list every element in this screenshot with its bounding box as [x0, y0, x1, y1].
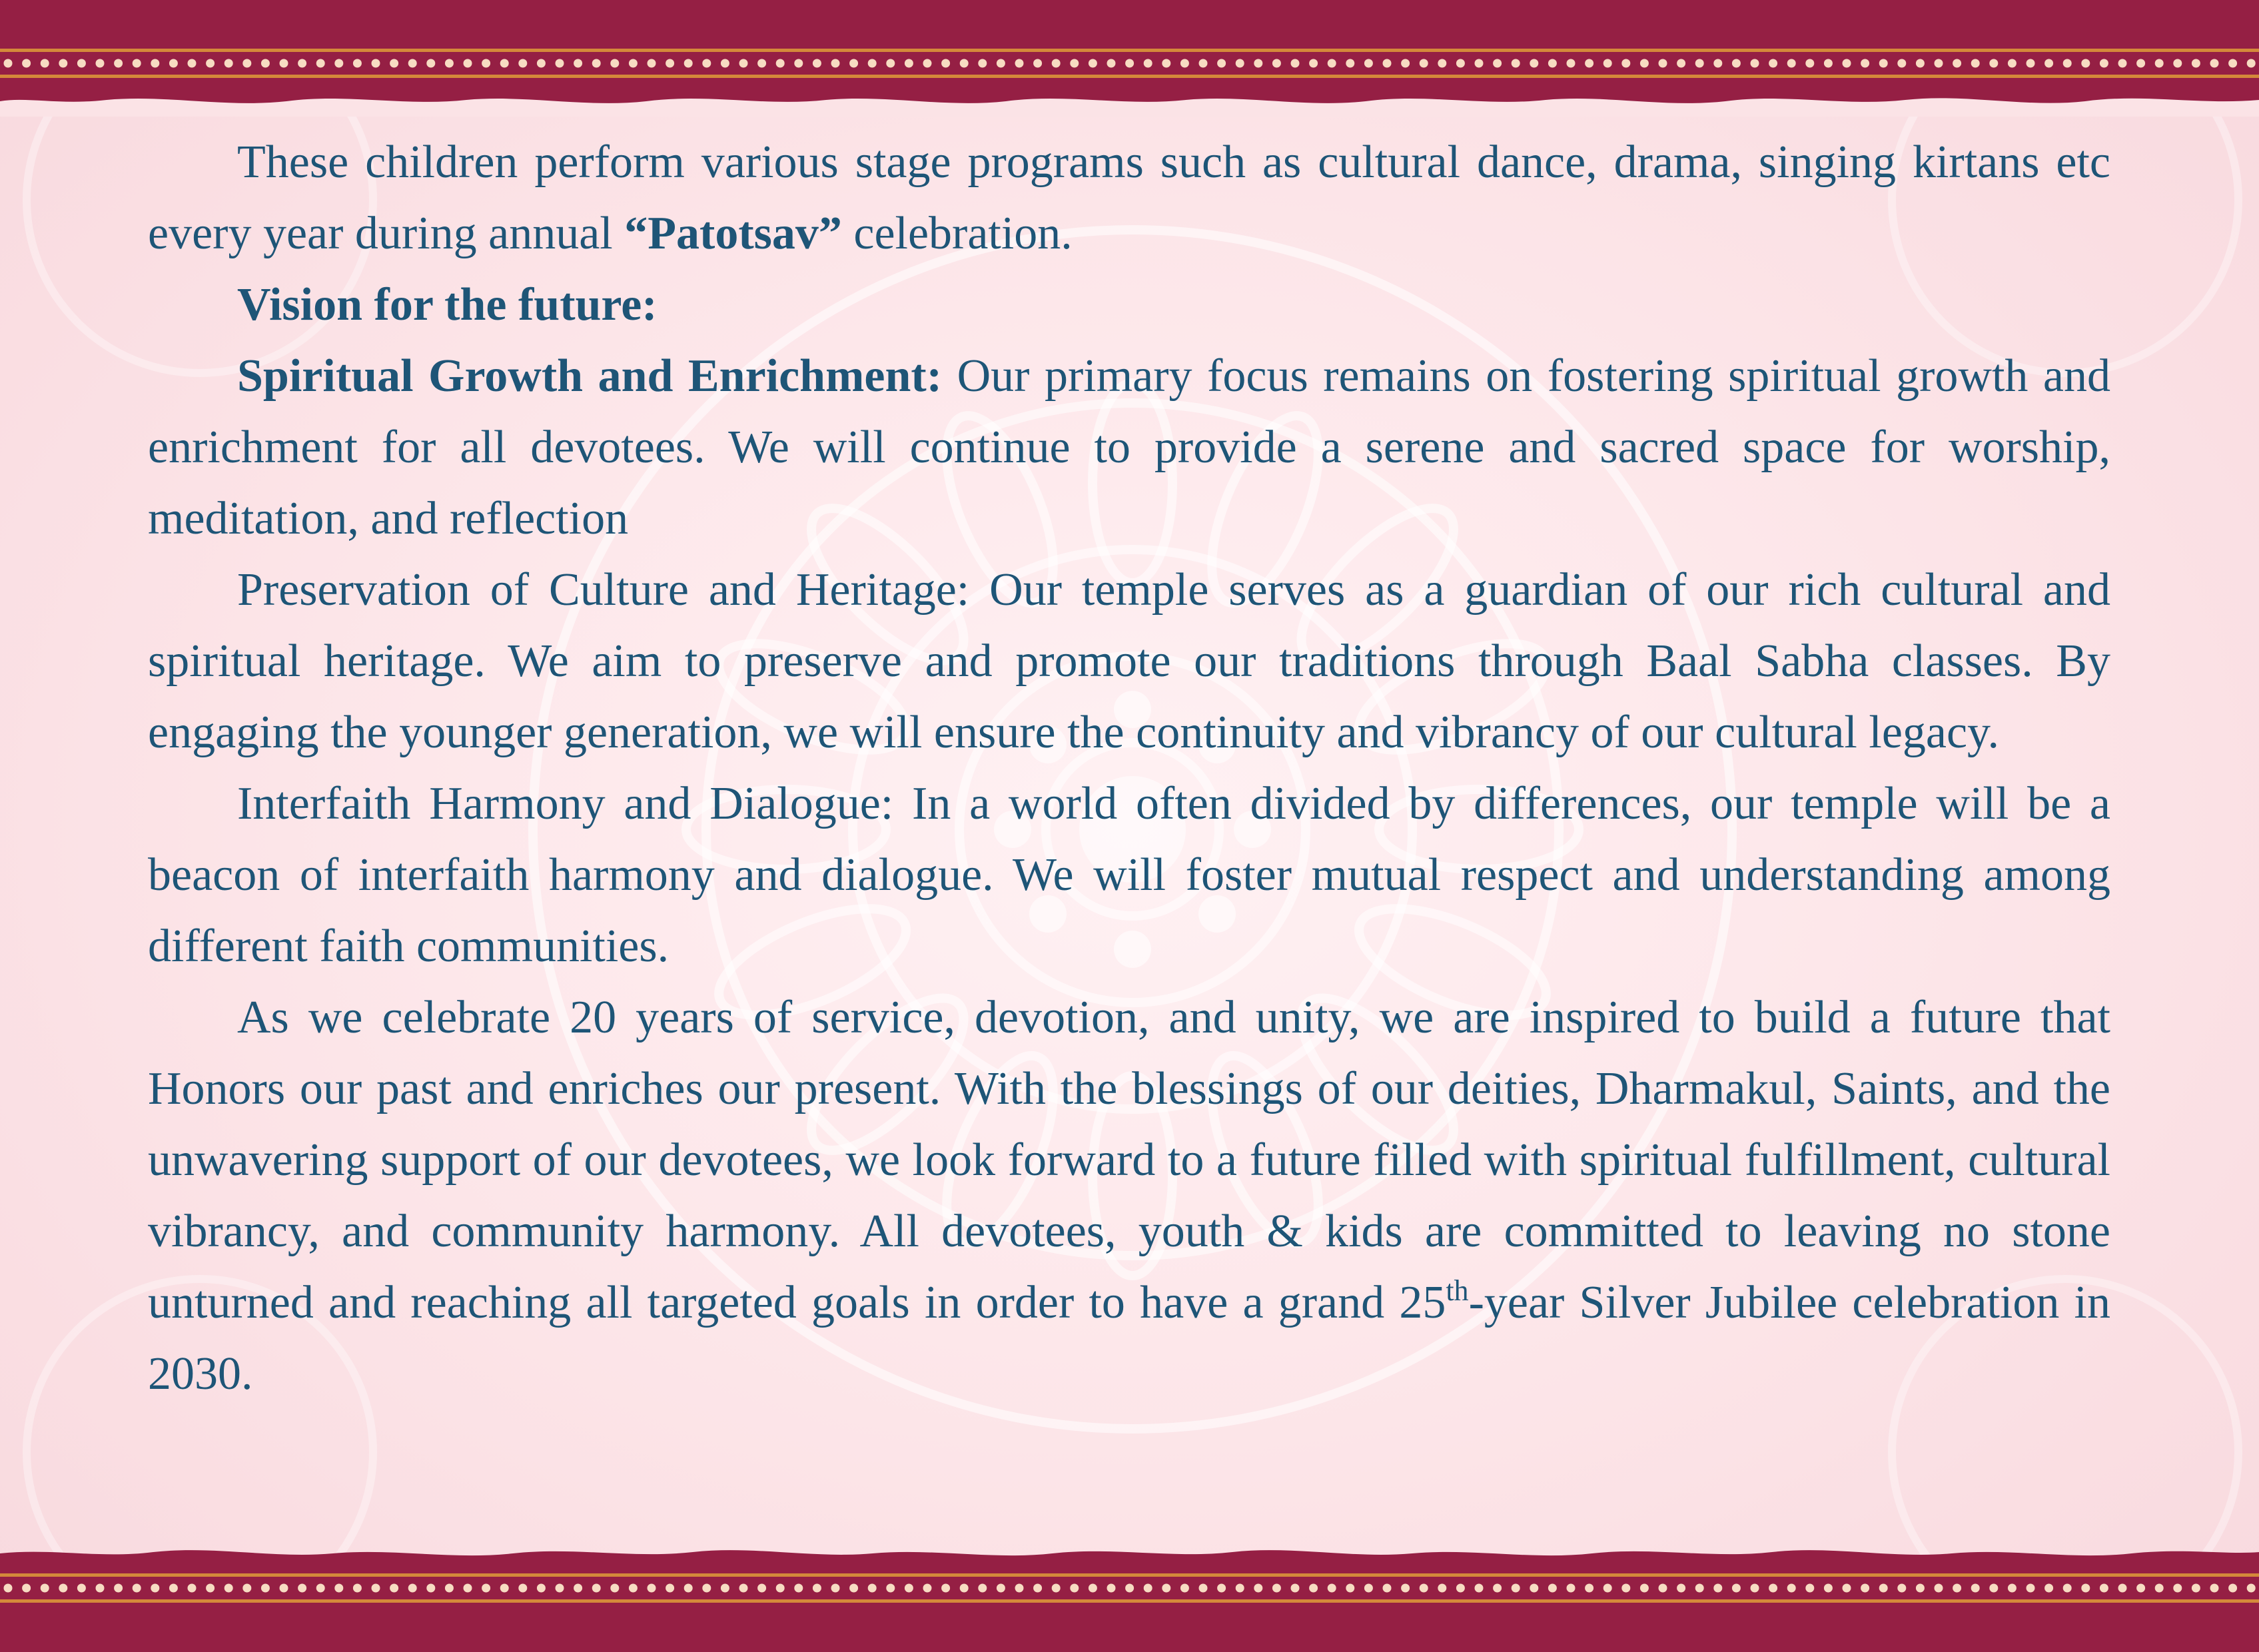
border-dot: [445, 1584, 454, 1593]
border-dot: [666, 59, 674, 68]
border-dot: [1824, 59, 1833, 68]
border-dot: [1530, 1584, 1538, 1593]
border-dot: [666, 1584, 674, 1593]
border-dot: [1125, 59, 1134, 68]
border-dot: [280, 59, 288, 68]
border-dot: [1640, 1584, 1649, 1593]
border-dot: [518, 59, 527, 68]
border-dot: [923, 59, 932, 68]
border-dot: [96, 59, 105, 68]
border-dot: [702, 1584, 711, 1593]
border-dot: [1751, 1584, 1759, 1593]
border-dot: [280, 1584, 288, 1593]
border-dot: [941, 59, 950, 68]
border-dot: [1401, 59, 1410, 68]
border-dot: [206, 59, 215, 68]
paragraph-patotsav: These children perform various stage programs such as cultural dance, drama, singing kirtans etc every year during annual “Patotsav” celebration.: [148, 137, 2110, 259]
border-dot: [1254, 59, 1262, 68]
border-dot: [1843, 1584, 1851, 1593]
border-dot: [1953, 59, 1961, 68]
border-dot: [1824, 1584, 1833, 1593]
border-dot: [151, 1584, 159, 1593]
border-dot: [648, 1584, 656, 1593]
border-dot: [1971, 59, 1980, 68]
border-dot: [2118, 1584, 2127, 1593]
border-dot: [1916, 59, 1925, 68]
paragraph-preservation: Preservation of Culture and Heritage: Our temple serves as a guardian of our rich cultural and spiritual heritage. We aim to preserve and promote our traditions through Baal Sabha classes. By engaging the younger generation, we will ensure the continuity and vibrancy of our cultural legacy.: [148, 564, 2110, 758]
border-dot: [1732, 59, 1741, 68]
border-dot: [960, 1584, 969, 1593]
border-dot: [721, 1584, 729, 1593]
border-dot: [372, 1584, 380, 1593]
border-dot: [1603, 1584, 1612, 1593]
border-dot: [1144, 59, 1152, 68]
border-dot: [776, 1584, 785, 1593]
border-dot: [1199, 1584, 1208, 1593]
border-dot: [1438, 1584, 1446, 1593]
border-dot: [556, 59, 564, 68]
border-dot: [1567, 1584, 1576, 1593]
border-dot: [757, 1584, 766, 1593]
border-dot: [739, 59, 748, 68]
border-dot: [334, 1584, 343, 1593]
border-dot: [188, 59, 197, 68]
border-dot: [1364, 1584, 1373, 1593]
patotsav-term: “Patotsav”: [624, 208, 842, 259]
border-dot: [169, 1584, 178, 1593]
border-dot: [408, 1584, 417, 1593]
border-dot: [831, 1584, 840, 1593]
border-dot: [1291, 59, 1300, 68]
border-dot: [2027, 1584, 2035, 1593]
border-dot: [629, 1584, 638, 1593]
border-dot: [1089, 1584, 1097, 1593]
border-dot: [1162, 59, 1170, 68]
border-dot: [2044, 1584, 2053, 1593]
border-dot: [1346, 1584, 1354, 1593]
border-dot: [1364, 59, 1373, 68]
border-dot: [702, 59, 711, 68]
border-dot: [684, 1584, 693, 1593]
border-dot: [1125, 1584, 1134, 1593]
border-dot: [923, 1584, 932, 1593]
border-dot: [1401, 1584, 1410, 1593]
border-dot: [2027, 59, 2035, 68]
border-dot: [684, 59, 693, 68]
border-dot: [610, 1584, 619, 1593]
border-dot: [868, 1584, 877, 1593]
border-dot: [41, 59, 49, 68]
border-dot: [574, 1584, 582, 1593]
border-dot: [1897, 59, 1906, 68]
border-dot: [1052, 59, 1061, 68]
border-dot: [1640, 59, 1649, 68]
border-dot: [2192, 1584, 2200, 1593]
border-dot: [1861, 1584, 1869, 1593]
border-dot: [1107, 1584, 1116, 1593]
border-dot: [298, 1584, 306, 1593]
border-dot: [592, 1584, 601, 1593]
border-dot: [1456, 1584, 1465, 1593]
border-dot: [1291, 1584, 1300, 1593]
border-dot: [2155, 59, 2164, 68]
border-dot: [316, 1584, 325, 1593]
border-dot: [298, 59, 306, 68]
border-dot: [1309, 1584, 1318, 1593]
border-dot: [2081, 59, 2090, 68]
border-dot: [1383, 1584, 1392, 1593]
border-dot: [59, 1584, 67, 1593]
border-dot: [574, 59, 582, 68]
border-dot: [941, 1584, 950, 1593]
border-dot: [518, 1584, 527, 1593]
border-dot: [1621, 1584, 1630, 1593]
border-dot: [1475, 59, 1484, 68]
border-dot: [114, 59, 123, 68]
border-dot: [1217, 59, 1226, 68]
border-dot: [776, 59, 785, 68]
border-dot: [1162, 1584, 1170, 1593]
section-heading: Vision for the future:: [237, 279, 658, 330]
border-dot: [537, 1584, 546, 1593]
border-dot: [500, 59, 509, 68]
border-dot: [1621, 59, 1630, 68]
border-dot: [831, 59, 840, 68]
border-dot: [77, 1584, 86, 1593]
border-dot: [4, 1584, 13, 1593]
border-dot: [1585, 59, 1593, 68]
border-dot: [482, 1584, 490, 1593]
border-dot: [2192, 59, 2200, 68]
border-dot: [1070, 1584, 1079, 1593]
border-dot: [242, 1584, 251, 1593]
border-dot: [1769, 59, 1777, 68]
border-dot: [1493, 1584, 1502, 1593]
border-dot: [2008, 1584, 2017, 1593]
border-dot: [1438, 59, 1446, 68]
border-dot: [849, 1584, 858, 1593]
border-dot: [482, 59, 490, 68]
border-dot: [261, 1584, 270, 1593]
border-dot: [1512, 59, 1520, 68]
border-dot: [1456, 59, 1465, 68]
border-dot: [1861, 59, 1869, 68]
border-dot: [1916, 1584, 1925, 1593]
border-dot: [1971, 1584, 1980, 1593]
border-dot: [1659, 1584, 1667, 1593]
border-dot: [353, 1584, 362, 1593]
border-dot: [629, 59, 638, 68]
border-dot: [1180, 1584, 1189, 1593]
spiritual-growth-lead: Spiritual Growth and Enrichment:: [237, 350, 943, 402]
border-dot: [1089, 59, 1097, 68]
border-dot: [1328, 1584, 1336, 1593]
border-dot: [1236, 1584, 1244, 1593]
border-dot: [1805, 59, 1814, 68]
paragraph-spiritual-growth: Spiritual Growth and Enrichment: Our primary focus remains on fostering spiritual growth and enrichment for all devotees. We will continue to provide a serene and sacred space for worship, meditation, and reflection: [148, 350, 2111, 544]
border-dot: [1935, 59, 1943, 68]
border-dot: [169, 59, 178, 68]
border-dot: [261, 59, 270, 68]
bottom-border-band: [0, 1539, 2259, 1652]
paragraph-interfaith: Interfaith Harmony and Dialogue: In a world often divided by differences, our temple will be a beacon of interfaith harmony and dialogue. We will foster mutual respect and understanding among different faith communities.: [148, 778, 2110, 972]
border-dot: [1713, 59, 1722, 68]
border-dot: [1677, 59, 1685, 68]
border-dot: [1659, 59, 1667, 68]
border-dot: [849, 59, 858, 68]
border-dot: [225, 59, 233, 68]
border-dot: [1732, 1584, 1741, 1593]
border-dot: [1015, 59, 1024, 68]
border-dot: [133, 1584, 141, 1593]
border-dot: [794, 1584, 803, 1593]
border-dot: [556, 1584, 564, 1593]
border-dot: [648, 59, 656, 68]
border-dot: [1989, 59, 1998, 68]
border-dot: [1107, 59, 1116, 68]
border-dot: [1567, 59, 1576, 68]
border-dot: [2100, 59, 2108, 68]
border-dot: [1420, 59, 1428, 68]
border-dot: [1309, 59, 1318, 68]
ordinal-superscript: th: [1446, 1274, 1469, 1307]
border-dot: [2100, 1584, 2108, 1593]
border-dot: [353, 59, 362, 68]
border-dot: [1935, 1584, 1943, 1593]
border-dot: [59, 59, 67, 68]
border-dot: [225, 1584, 233, 1593]
border-dot: [1272, 1584, 1281, 1593]
border-dot: [1217, 1584, 1226, 1593]
border-dot: [978, 1584, 987, 1593]
border-dot: [1548, 1584, 1557, 1593]
border-dot: [2210, 1584, 2219, 1593]
border-dot: [1180, 59, 1189, 68]
border-dot: [537, 59, 546, 68]
border-dot: [2173, 1584, 2182, 1593]
border-dot: [2044, 59, 2053, 68]
border-dot: [1346, 59, 1354, 68]
border-dot: [151, 59, 159, 68]
border-dot: [1144, 1584, 1152, 1593]
border-dot: [886, 59, 895, 68]
border-dot: [426, 1584, 435, 1593]
border-dot: [1383, 59, 1392, 68]
border-dot: [1033, 59, 1042, 68]
border-dot: [905, 59, 913, 68]
border-dot: [2063, 1584, 2072, 1593]
border-dot: [500, 1584, 509, 1593]
border-dot: [610, 59, 619, 68]
border-dot: [2008, 59, 2017, 68]
border-dot: [1751, 59, 1759, 68]
border-dot: [1548, 59, 1557, 68]
border-dot: [1897, 1584, 1906, 1593]
border-dot: [997, 1584, 1005, 1593]
border-dot: [464, 1584, 472, 1593]
border-dot: [1769, 1584, 1777, 1593]
border-dot: [390, 59, 398, 68]
border-dot: [242, 59, 251, 68]
border-dot: [372, 59, 380, 68]
border-dot: [2247, 59, 2256, 68]
border-dot: [721, 59, 729, 68]
border-dot: [77, 59, 86, 68]
border-dot: [1695, 59, 1704, 68]
border-dot: [1603, 59, 1612, 68]
border-dot: [997, 59, 1005, 68]
border-dot: [1530, 59, 1538, 68]
border-dot: [206, 1584, 215, 1593]
border-dot: [426, 59, 435, 68]
border-dot: [739, 1584, 748, 1593]
border-dot: [1052, 1584, 1061, 1593]
border-dot: [1328, 59, 1336, 68]
border-dot: [1475, 1584, 1484, 1593]
border-dot: [41, 1584, 49, 1593]
border-dot: [1695, 1584, 1704, 1593]
border-dot: [390, 1584, 398, 1593]
border-dot: [2063, 59, 2072, 68]
border-dot: [408, 59, 417, 68]
border-dot: [2173, 59, 2182, 68]
border-dot: [1512, 1584, 1520, 1593]
border-dot: [794, 59, 803, 68]
border-dot: [2136, 1584, 2145, 1593]
border-dot: [316, 59, 325, 68]
border-dot: [4, 59, 13, 68]
border-dot: [1493, 59, 1502, 68]
border-dot: [22, 1584, 31, 1593]
border-dot: [1070, 59, 1079, 68]
border-dot: [960, 59, 969, 68]
border-dot: [2228, 1584, 2237, 1593]
border-dot: [1272, 59, 1281, 68]
border-dot: [2247, 1584, 2256, 1593]
border-dot: [757, 59, 766, 68]
border-dot: [1805, 1584, 1814, 1593]
border-dot: [334, 59, 343, 68]
border-dot: [1989, 1584, 1998, 1593]
border-dot: [2118, 59, 2127, 68]
border-dot: [1033, 1584, 1042, 1593]
border-dot: [1879, 59, 1888, 68]
border-dot: [1015, 1584, 1024, 1593]
border-dot: [188, 1584, 197, 1593]
border-dot: [905, 1584, 913, 1593]
border-dot: [2136, 59, 2145, 68]
border-dot: [1585, 1584, 1593, 1593]
border-dot: [2155, 1584, 2164, 1593]
border-dot: [1713, 1584, 1722, 1593]
border-dot: [133, 59, 141, 68]
border-dot: [1420, 1584, 1428, 1593]
border-dot: [1879, 1584, 1888, 1593]
paragraph-closing: As we celebrate 20 years of service, devotion, and unity, we are inspired to build a future that Honors our past and enriches our present. With the blessings of our deities, Dharmakul, Saints, and the unwavering support of our devotees, we look forward to a future filled with spiritual fulfillment, cultural vibrancy, and community harmony. All devotees, youth & kids are committed to leaving no stone unturned and reaching all targeted goals in order to have a grand 25th-year Silver Jubilee celebration in 2030.: [148, 992, 2110, 1400]
border-dot: [1843, 59, 1851, 68]
border-dot: [1787, 1584, 1796, 1593]
border-dot: [1236, 59, 1244, 68]
border-dot: [886, 1584, 895, 1593]
border-dot: [592, 59, 601, 68]
top-border-band: [0, 0, 2259, 117]
border-dot: [2081, 1584, 2090, 1593]
border-dot: [868, 59, 877, 68]
border-dot: [1677, 1584, 1685, 1593]
border-dot: [1199, 59, 1208, 68]
border-dot: [1787, 59, 1796, 68]
border-dot: [464, 59, 472, 68]
border-dot: [2228, 59, 2237, 68]
border-dot: [96, 1584, 105, 1593]
border-dot: [978, 59, 987, 68]
border-dot: [1953, 1584, 1961, 1593]
border-dot: [2210, 59, 2219, 68]
border-dot: [813, 1584, 821, 1593]
article-body: [148, 127, 2110, 1410]
border-dot: [114, 1584, 123, 1593]
border-dot: [22, 59, 31, 68]
border-dot: [1254, 1584, 1262, 1593]
border-dot: [813, 59, 821, 68]
border-dot: [445, 59, 454, 68]
